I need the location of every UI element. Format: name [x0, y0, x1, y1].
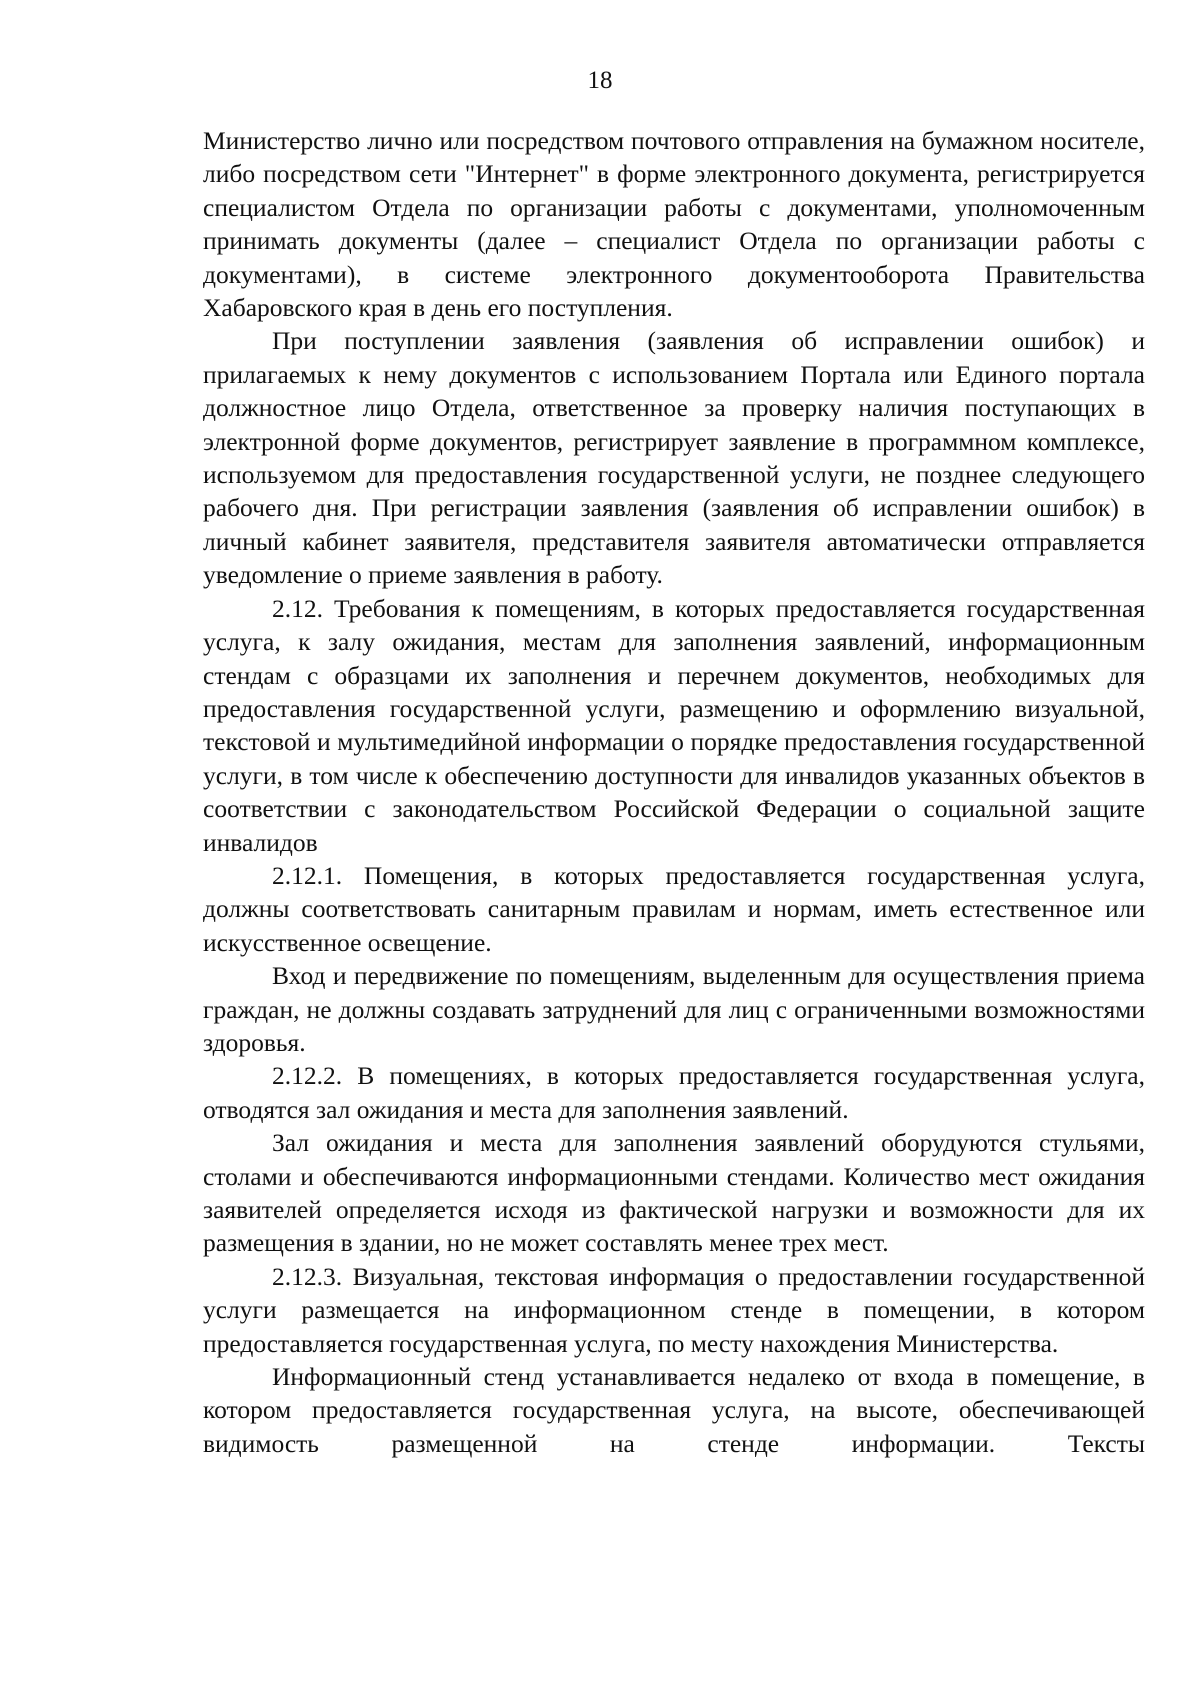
paragraph-5: Вход и передвижение по помещениям, выделенным для осуществления приема граждан, не должны создавать затруднений для лиц с ограниченными возможностями здоровья.	[203, 961, 1145, 1057]
paragraph-3: 2.12. Требования к помещениям, в которых предоставляется государственная услуга, к залу ожидания, местам для заполнения заявлений, информационным стендам с образцами их заполнения и перечнем документов, необходимых для предоставления государственной услуги, размещению и оформлению визуальной, текстовой и мультимедийной информации о порядке предоставления государственной услуги, в том числе к обеспечению доступности для инвалидов указанных объектов в соответствии с законодательством Российской Федерации о социальной защите инвалидов	[203, 593, 1145, 857]
document-body	[203, 124, 1145, 1460]
paragraph-8: 2.12.3. Визуальная, текстовая информация о предоставлении государственной услуги размещается на информационном стенде в помещении, в котором предоставляется государственная услуга, по месту нахождения Министерства.	[203, 1261, 1145, 1358]
page-number: 18	[587, 67, 613, 94]
paragraph-4: 2.12.1. Помещения, в которых предоставляется государственная услуга, должны соответствовать санитарным правилам и нормам, иметь естественное или искусственное освещение.	[203, 860, 1145, 957]
paragraph-7: Зал ожидания и места для заполнения заявлений оборудуются стульями, столами и обеспечиваются информационными стендами. Количество мест ожидания заявителей определяется исходя из фактической нагрузки и возможности для их размещения в здании, но не может составлять менее трех мест.	[203, 1128, 1145, 1258]
paragraph-1: Министерство лично или посредством почтового отправления на бумажном носителе, либо посредством сети "Интернет" в форме электронного документа, регистрируется специалистом Отдела по организации работы с документами, уполномоченным принимать документы (далее – специалист Отдела по организации работы с документами), в системе электронного документооборота Правительства Хабаровского края в день его поступления.	[203, 126, 1145, 323]
paragraph-6: 2.12.2. В помещениях, в которых предоставляется государственная услуга, отводятся зал ожидания и места для заполнения заявлений.	[203, 1061, 1145, 1124]
paragraph-2: При поступлении заявления (заявления об исправлении ошибок) и прилагаемых к нему документов с использованием Портала или Единого портала должностное лицо Отдела, ответственное за проверку наличия поступающих в электронной форме документов, регистрирует заявление в программном комплексе, используемом для предоставления государственной услуги, не позднее следующего рабочего дня. При регистрации заявления (заявления об исправлении ошибок) в личный кабинет заявителя, представителя заявителя автоматически отправляется уведомление о приеме заявления в работу.	[203, 326, 1145, 590]
paragraph-9: Информационный стенд устанавливается недалеко от входа в помещение, в котором предоставляется государственная услуга, на высоте, обеспечивающей видимость размещенной на стенде информации. Тексты	[203, 1362, 1145, 1458]
